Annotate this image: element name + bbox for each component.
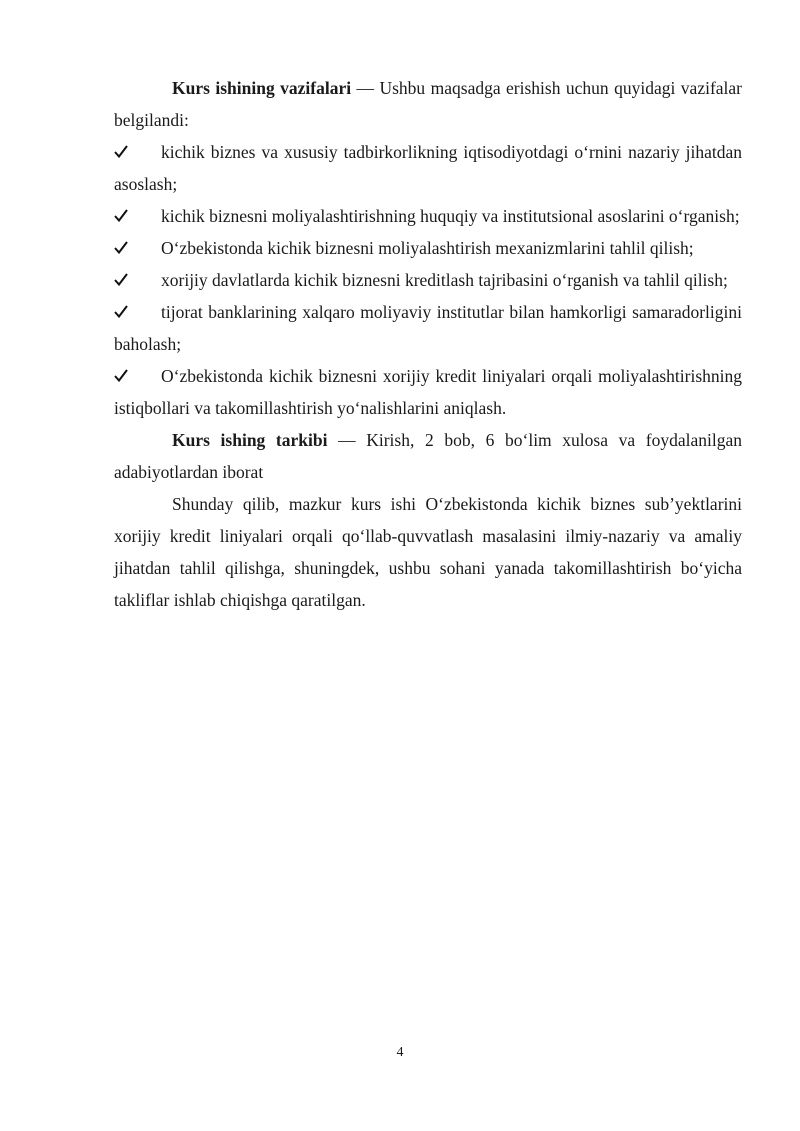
tasks-intro-text: — Ushbu maqsadga erishish uchun quyidagi vazifalar belgilandi: [114,78,743,130]
structure-paragraph [114,424,742,488]
list-item [114,232,742,264]
list-item-text: O‘zbekistonda kichik biznesni xorijiy kredit liniyalari orqali moliyalashtirishning istiqbollari va takomillashtirish yo‘nalishlarini aniqlash. [114,366,742,418]
list-item [114,296,742,360]
checkmark-icon [114,200,132,232]
list-item-text: kichik biznes va xususiy tadbirkorlikning iqtisodiyotdagi o‘rnini nazariy jihatdan asoslash; [114,142,742,194]
checkmark-icon [114,232,132,264]
structure-text: — Kirish, 2 bob, 6 bo‘lim xulosa va foydalanilgan adabiyotlardan iborat [114,430,742,482]
list-item-text: kichik biznesni moliyalashtirishning huquqiy va institutsional asoslarini o‘rganish; [161,206,740,226]
list-item-text: O‘zbekistonda kichik biznesni moliyalashtirish mexanizmlarini tahlil qilish; [161,238,694,258]
conclusion-paragraph: Shunday qilib, mazkur kurs ishi O‘zbekistonda kichik biznes sub’yektlarini xorijiy kredit liniyalari orqali qo‘llab-quvvatlash masalasini ilmiy-nazariy va amaliy jihatdan tahlil qilishga, shuningdek, ushbu sohani yanada takomillashtirish bo‘yicha takliflar ishlab chiqishga qaratilgan. [114,494,742,610]
checkmark-icon [114,360,132,392]
page-number: 4 [396,1045,404,1060]
structure-heading: Kurs ishing tarkibi [172,430,328,450]
checkmark-icon [114,296,132,328]
checkmark-icon [114,136,132,168]
list-item [114,200,742,232]
list-item [114,136,742,200]
list-item [114,360,742,424]
checkmark-icon [114,264,132,296]
list-item [114,264,742,296]
tasks-heading: Kurs ishining vazifalari [172,78,352,98]
tasks-intro-paragraph [114,72,742,136]
list-item-text: tijorat banklarining xalqaro moliyaviy institutlar bilan hamkorligi samaradorligini baholash; [114,302,742,354]
page-content [114,72,742,616]
list-item-text: xorijiy davlatlarda kichik biznesni kreditlash tajribasini o‘rganish va tahlil qilish; [161,270,728,290]
